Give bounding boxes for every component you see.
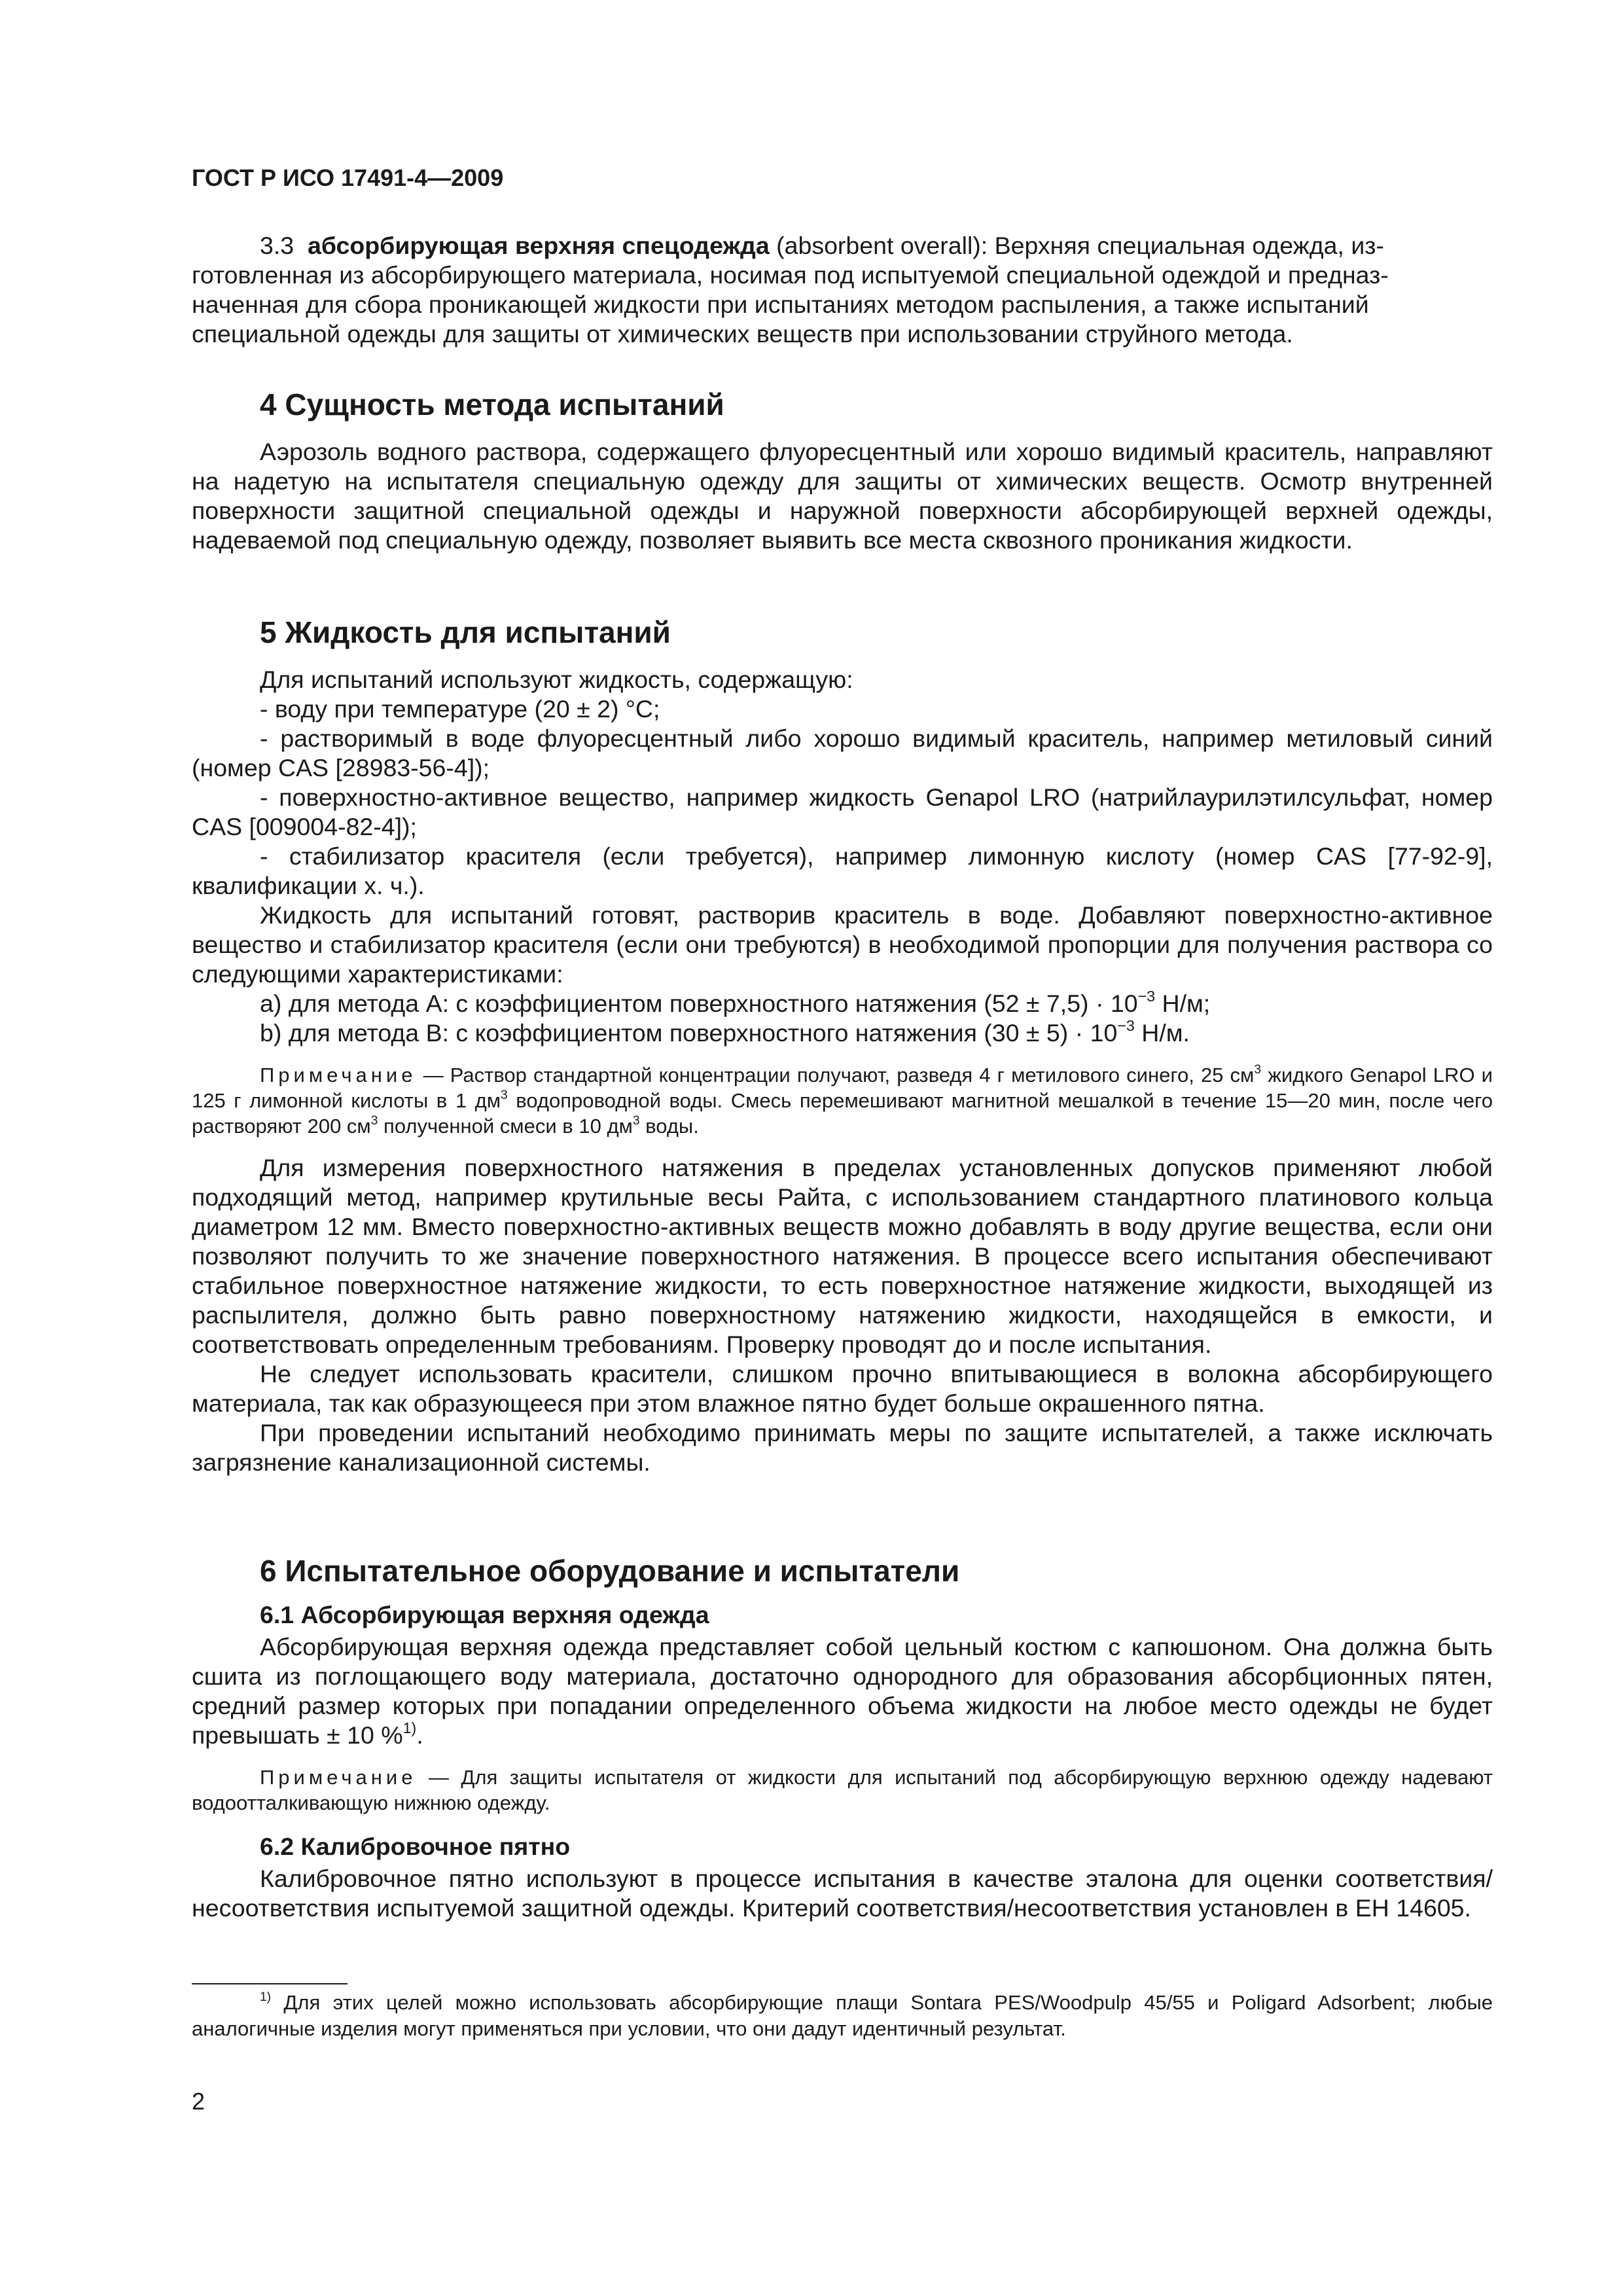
page-number: 2 xyxy=(192,2088,205,2115)
note-text-1: — Раствор стандартной концентрации получают, разведя 4 г метилового синего, 25 см xyxy=(416,1064,1255,1086)
definition-line: наченная для сбора проникающей жидкости при испытаниях методом распыления, а также испытаний xyxy=(192,291,1369,318)
method-a-unit: Н/м; xyxy=(1155,990,1211,1017)
list-item: - воду при температуре (20 ± 2) °С; xyxy=(260,695,660,723)
method-b-text: b) для метода В: с коэффициентом поверхностного натяжения (30 ± 5) · 10 xyxy=(260,1019,1118,1047)
footnote xyxy=(192,1990,1493,2042)
preparation-paragraph: Жидкость для испытаний готовят, растворив краситель в воде. Добавляют поверхностно-активное вещество и стабилизатор красителя (если они требуются) в необходимой пропорции для получения раствора со следующими характеристиками: xyxy=(192,901,1493,988)
note-text-4: полученной смеси в 10 дм xyxy=(378,1115,633,1138)
note-label: Примечание xyxy=(260,1766,417,1789)
definition-3-3 xyxy=(192,231,1493,349)
section-6-heading: 6 Испытательное оборудование и испытатели xyxy=(260,1554,960,1588)
section-5-heading: 5 Жидкость для испытаний xyxy=(260,615,671,649)
measurement-paragraph: Для измерения поверхностного натяжения в пределах установленных допусков применяют любой подходящий метод, например крутильные весы Райта, с использованием стандартного платинового кольца диаметром 12 мм. Вместо поверхностно-активных веществ можно добавлять в воду другие вещества, если они позволяют получить то же значение поверхностного натяжения. В процессе всего испытания обеспечивают стабильное поверхностное натяжение жидкости, то есть поверхностное натяжение жидкости, выходящей из распылителя, должно быть равно поверхностному натяжению жидкости, находящейся в емкости, и соответствовать определенным требованиям. Проверку проводят до и после испытания. xyxy=(192,1154,1493,1358)
section-5-intro: Для испытаний используют жидкость, содержащую: xyxy=(260,666,853,693)
sup-3: 3 xyxy=(632,1113,640,1128)
footnote-body: Для этих целей можно использовать абсорбирующие плащи Sontara PES/Woodpulp 45/55 и Poligard Adsorbent; любые аналогичные изделия могут применяться при условии, что они дадут идентичный результат. xyxy=(192,1991,1493,2040)
standard-header: ГОСТ Р ИСО 17491-4—2009 xyxy=(192,164,504,191)
footnote-reference: 1) xyxy=(402,1719,417,1737)
method-b-unit: Н/м. xyxy=(1134,1019,1190,1047)
subsection-6-2-heading: 6.2 Калибровочное пятно xyxy=(260,1833,571,1860)
note-concentration xyxy=(192,1062,1493,1139)
list-item: - стабилизатор красителя (если требуется), например лимонную кислоту (номер CAS [77-92-9], квалификации х. ч.). xyxy=(192,842,1493,899)
method-b-line xyxy=(192,1018,1493,1048)
subsection-6-2-text: Калибровочное пятно используют в процессе испытания в качестве эталона для оценки соответствия/несоответствия испытуемой защитной одежды. Критерий соответствия/несоответствия установлен в ЕН 14605. xyxy=(192,1865,1493,1922)
definition-line-1 xyxy=(192,231,1493,260)
note-label: Примечание xyxy=(260,1064,417,1086)
footnote-separator xyxy=(192,1983,348,1984)
definition-number: 3.3 xyxy=(260,232,294,259)
note-underwear-text: — Для защиты испытателя от жидкости для испытаний под абсорбирующую верхнюю одежду надевают водоотталкивающую нижнюю одежду. xyxy=(192,1766,1493,1814)
method-a-exponent: −3 xyxy=(1137,988,1156,1005)
note-text-3: водопроводной воды. Смесь перемешивают магнитной мешалкой в течение 15—20 мин, после чего растворяют 200 см xyxy=(192,1089,1493,1138)
section-4 xyxy=(192,386,1493,555)
subsection-6-1-end: . xyxy=(416,1721,423,1749)
footnote-mark: 1) xyxy=(260,1990,272,2004)
section-6 xyxy=(192,1552,1493,1923)
method-b-exponent: −3 xyxy=(1117,1017,1135,1035)
method-a-text: a) для метода А: с коэффициентом поверхностного натяжения (52 ± 7,5) · 10 xyxy=(260,990,1138,1017)
dyes-paragraph: Не следует использовать красители, слишком прочно впитывающиеся в волокна абсорбирующего материала, так как образующееся при этом влажное пятно будет больше окрашенного пятна. xyxy=(192,1360,1493,1417)
subsection-6-1-body: Абсорбирующая верхняя одежда представляет собой цельный костюм с капюшоном. Она должна быть сшита из поглощающего воду материала, достаточно однородного для образования абсорбционных пятен, средний размер которых при попадании определенного объема жидкости на любое место одежды не будет превышать ± 10 % xyxy=(192,1633,1493,1749)
list-item: - растворимый в воде флуоресцентный либо хорошо видимый краситель, например метиловый синий (номер CAS [28983-56-4]); xyxy=(192,725,1493,781)
definition-lead: (absorbent overall): Верхняя специальная одежда, из- xyxy=(769,232,1384,259)
sup-3: 3 xyxy=(501,1088,508,1102)
definition-term: абсорбирующая верхняя спецодежда xyxy=(307,232,770,259)
subsection-6-1-text xyxy=(192,1632,1493,1750)
definition-line: специальной одежды для защиты от химических веществ при использовании струйного метода. xyxy=(192,320,1293,348)
list-item: - поверхностно-активное вещество, например жидкость Genapol LRO (натрийлаурилэтилсульфат, номер CAS [009004-82-4]); xyxy=(192,783,1493,840)
definition-line: готовленная из абсорбирующего материала, носимая под испытуемой специальной одеждой и предназ- xyxy=(192,261,1389,289)
section-4-heading: 4 Сущность метода испытаний xyxy=(260,387,724,422)
method-a-line xyxy=(192,989,1493,1018)
note-underwear xyxy=(192,1765,1493,1816)
footnote-text xyxy=(192,1990,1493,2042)
sup-3: 3 xyxy=(370,1113,378,1128)
section-4-paragraph: Аэрозоль водного раствора, содержащего флуоресцентный или хорошо видимый краситель, направляют на надетую на испытателя специальную одежду для защиты от химических веществ. Осмотр внутренней поверхности защитной специальной одежды и наружной поверхности абсорбирующей верхней одежды, надеваемой под специальную одежду, позволяет выявить все места сквозного проникания жидкости. xyxy=(192,438,1493,554)
note-text-2: жидкого Genapol LRO и 125 г лимонной кислоты в 1 дм xyxy=(192,1064,1493,1112)
note-text-5: воды. xyxy=(639,1115,699,1138)
safety-paragraph: При проведении испытаний необходимо принимать меры по защите испытателей, а также исключать загрязнение канализационной системы. xyxy=(192,1419,1493,1476)
sup-3: 3 xyxy=(1254,1062,1262,1077)
section-5 xyxy=(192,614,1493,1477)
subsection-6-1-heading: 6.1 Абсорбирующая верхняя одежда xyxy=(260,1601,709,1628)
